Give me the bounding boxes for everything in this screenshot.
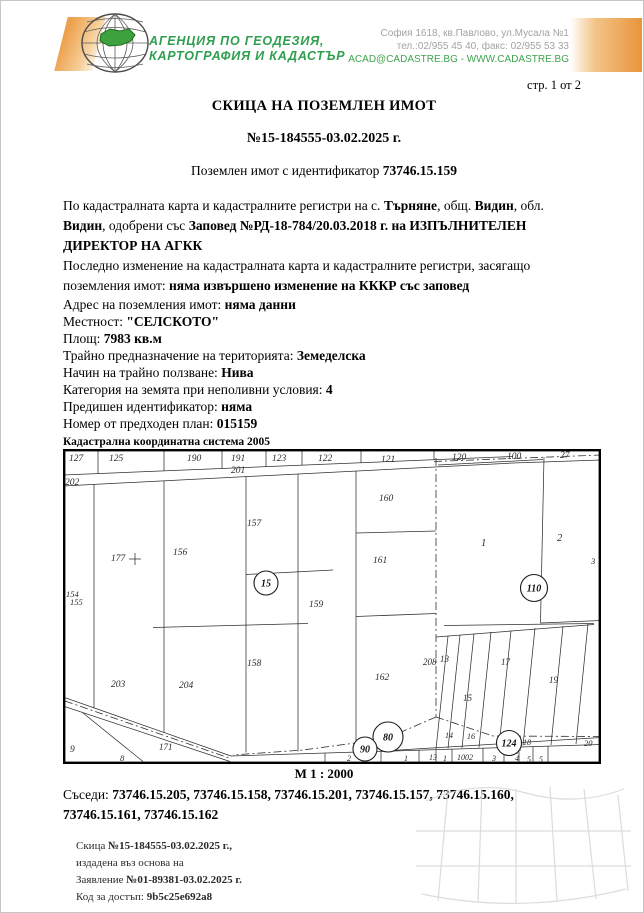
property-row-area (63, 330, 585, 347)
circled-point-number: 124 (501, 738, 517, 750)
property-value: 015159 (216, 416, 258, 431)
document-number: №15-184555-03.02.2025 г. (246, 131, 402, 146)
cadastral-map-svg (63, 449, 601, 764)
agency-name-line2: КАРТОГРАФИЯ И КАДАСТЪР (149, 49, 346, 63)
parcel-number-label: 157 (247, 519, 262, 529)
footer-label: Код за достъп: (76, 891, 147, 903)
footer-label: Скица (76, 840, 109, 852)
p1-village: Търняне (383, 198, 438, 213)
agency-contact-block (348, 27, 569, 66)
agency-header (1, 1, 643, 81)
parcel-number-label: 159 (309, 600, 324, 610)
property-label: Трайно предназначение на територията: (63, 348, 297, 363)
parcel-number-label: 4 (515, 754, 519, 763)
parcel-number-label: 123 (272, 454, 287, 464)
parcel-number-label: 160 (379, 494, 394, 504)
p2-value: няма извършено изменение на КККР със заповед (168, 278, 470, 293)
paragraph-last-change (63, 256, 585, 296)
property-value: 4 (325, 382, 333, 397)
parcel-number-label: 16 (467, 732, 475, 741)
footer-basis-line: издадена въз основа на (76, 857, 184, 869)
parcel-identifier-line (63, 163, 585, 179)
bulgaria-map-shape (100, 29, 135, 46)
parcel-number-label: 127 (69, 454, 84, 464)
p2-text: Последно изменение на кадастралната карта и кадастралните регистри, засягащо поземления имот: (63, 258, 531, 293)
parcel-number-label: 204 (179, 681, 194, 691)
footer-sketch-number: №15-184555-03.02.2025 г., (108, 840, 232, 852)
circled-point-number: 110 (526, 583, 542, 595)
map-parcel-labels (65, 451, 595, 764)
property-value: Земеделска (296, 348, 366, 363)
parcel-number-label: 18 (523, 738, 531, 747)
coordinate-system-label: Кадастрална координатна система 2005 (63, 436, 270, 448)
parcel-number-label: 2 (557, 533, 563, 544)
parcel-number-label: 20 (584, 738, 593, 748)
agency-name (149, 34, 345, 64)
parcel-number-label: 1002 (457, 753, 473, 762)
agency-address: София 1618, кв.Павлово, ул.Мусала №1 (380, 28, 569, 39)
page-indicator: стр. 1 от 2 (527, 78, 581, 92)
map-scale: М 1 : 2000 (294, 766, 354, 781)
circled-point-number: 80 (383, 732, 393, 744)
p1-text: По кадастралната карта и кадастралните регистри на с. (63, 198, 384, 213)
parcel-identifier-prefix: Поземлен имот с идентификатор (191, 163, 383, 178)
property-label: Адрес на поземления имот: (63, 297, 225, 312)
parcel-number-label: 1 (404, 754, 408, 763)
property-label: Категория на земята при неполивни условия: (63, 382, 326, 397)
p1-region: Видин (63, 218, 103, 233)
parcel-number-label: 208 (423, 657, 437, 667)
agency-globe-logo-icon (77, 10, 153, 81)
parcel-number-label: 190 (187, 454, 202, 464)
circled-point-number: 15 (261, 578, 271, 590)
footer-label: Заявление (76, 874, 127, 886)
parcel-identifier-value: 73746.15.159 (382, 163, 457, 178)
document-title: СКИЦА НА ПОЗЕМЛЕН ИМОТ (211, 98, 437, 114)
agency-name-line1: АГЕНЦИЯ ПО ГЕОДЕЗИЯ, (149, 34, 325, 48)
agency-phone-fax: тел.:02/955 45 40, факс: 02/955 53 33 (396, 41, 569, 52)
parcel-number-label: 14 (445, 731, 453, 740)
property-row-locality (63, 313, 585, 330)
agency-email-web: ACAD@CADASTRE.BG - WWW.CADASTRE.BG (348, 54, 569, 65)
parcel-number-label: 1 (443, 754, 447, 763)
property-label: Местност: (63, 314, 127, 329)
property-row-address (63, 296, 585, 313)
parcel-number-label: 5 (527, 755, 531, 764)
parcel-number-label: 155 (70, 597, 83, 607)
circled-point-number: 90 (360, 744, 370, 756)
property-label: Предишен идентификатор: (63, 399, 222, 414)
parcel-number-label: 177 (111, 554, 126, 564)
parcel-number-label: 201 (231, 466, 246, 476)
parcel-number-label: 3 (492, 754, 496, 763)
orange-accent-right (570, 18, 642, 72)
parcel-number-label: 120 (452, 453, 467, 463)
parcel-number-label: 154 (66, 589, 79, 599)
property-row-previous-id (63, 398, 585, 415)
neighbors-values: 73746.15.205, 73746.15.158, 73746.15.201, 73746.15.157, 73746.15.160, 73746.15.161, 73746.15.162 (63, 787, 514, 822)
p1-text: , общ. (437, 198, 475, 213)
property-value: Нива (221, 365, 254, 380)
property-row-territory (63, 347, 585, 364)
parcel-number-label: 202 (65, 478, 80, 488)
cadastral-map (63, 449, 601, 764)
parcel-number-label: 19 (549, 675, 558, 685)
parcel-number-label: 161 (373, 556, 388, 566)
parcel-number-label: 1 (481, 538, 487, 549)
p1-municipality: Видин (474, 198, 514, 213)
property-value: няма (221, 399, 253, 414)
p1-order: Заповед №РД-18-784/20.03.2018 г. на ИЗПЪЛНИТЕЛЕН ДИРЕКТОР НА АГКК (63, 218, 527, 253)
property-row-usage (63, 364, 585, 381)
parcel-number-label: 162 (375, 673, 390, 683)
parcel-number-label: 8 (120, 753, 125, 763)
parcel-number-label: 156 (173, 548, 188, 558)
property-value: "СЕЛСКОТО" (126, 314, 220, 329)
footer-application-number: №01-89381-03.02.2025 г. (126, 874, 242, 886)
paragraph-registry (63, 196, 585, 256)
property-label: Номер от предходен план: (63, 416, 217, 431)
parcel-number-label: 191 (231, 454, 246, 464)
parcel-number-label: 5 (539, 755, 543, 764)
parcel-number-label: 203 (111, 680, 126, 690)
map-border (64, 450, 600, 763)
p1-text: , обл. (513, 198, 544, 213)
parcel-number-label: 13 (429, 753, 437, 762)
property-row-category (63, 381, 585, 398)
neighbors-label: Съседи: (63, 787, 113, 802)
parcel-number-label: 13 (440, 654, 449, 664)
globe-watermark (416, 769, 631, 912)
parcel-number-label: 3 (591, 556, 596, 566)
parcel-number-label: 15 (463, 693, 472, 703)
parcel-number-label: 171 (159, 742, 173, 752)
property-value: 7983 кв.м (103, 331, 162, 346)
parcel-number-label: 122 (318, 454, 333, 464)
map-parcel-lines (63, 451, 601, 763)
property-label: Площ: (63, 331, 104, 346)
parcel-number-label: 2 (347, 754, 351, 763)
property-row-previous-plan (63, 415, 585, 432)
parcel-number-label: 100 (507, 452, 522, 462)
property-label: Начин на трайно ползване: (63, 365, 222, 380)
parcel-number-label: 121 (381, 455, 396, 465)
footer-access-code: 9b5c25e692a8 (146, 891, 213, 903)
parcel-number-label: 17 (501, 657, 510, 667)
parcel-number-label: 27 (560, 451, 570, 461)
parcel-number-label: 125 (109, 454, 124, 464)
parcel-number-label: 158 (247, 659, 262, 669)
property-value: няма данни (224, 297, 296, 312)
p1-text: , одобрени със (102, 218, 189, 233)
parcel-number-label: 9 (70, 745, 75, 755)
